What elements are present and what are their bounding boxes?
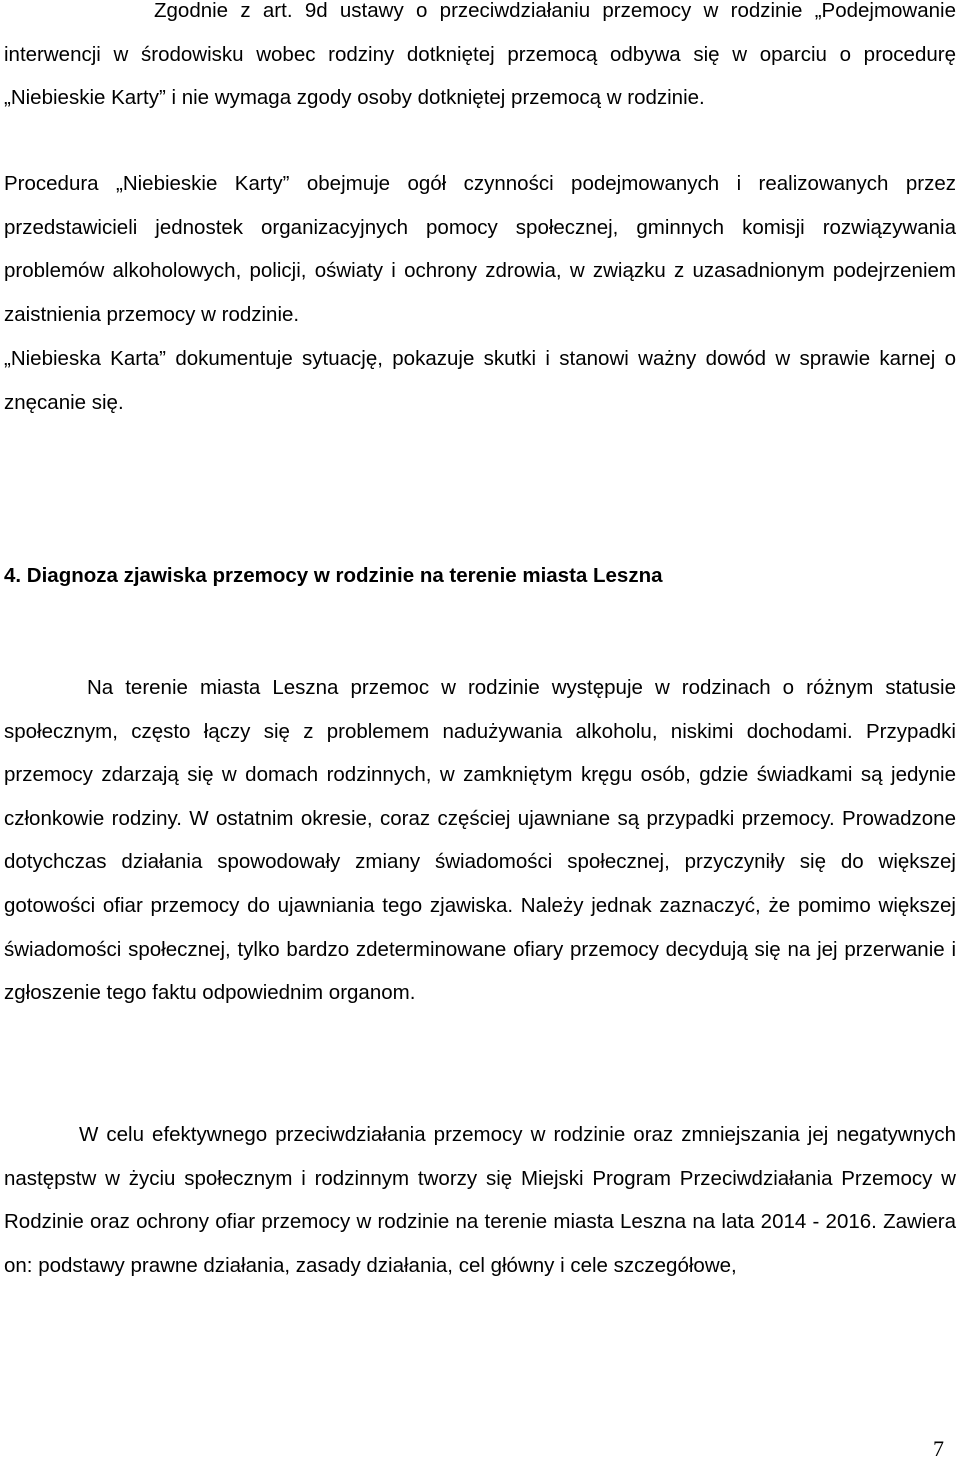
section-heading: 4. Diagnoza zjawiska przemocy w rodzinie na terenie miasta Leszna	[4, 564, 663, 587]
paragraph-program-purpose: W celu efektywnego przeciwdziałania przemocy w rodzinie oraz zmniejszania jej negatywnych następstw w życiu społecznym i rodzinnym tworzy się Miejski Program Przeciwdziałania Przemocy w Rodzinie oraz ochrony ofiar przemocy w rodzinie na terenie miasta Leszna na lata 2014 - 2016. Zawiera on: podstawy prawne działania, zasady działania, cel główny i cele szczegółowe,	[4, 1123, 956, 1277]
paragraph-legal-basis: Zgodnie z art. 9d ustawy o przeciwdziałaniu przemocy w rodzinie „Podejmowanie interwencji w środowisku wobec rodziny dotkniętej przemocą odbywa się w oparciu o procedurę „Niebieskie Karty” i nie wymaga zgody osoby dotkniętej przemocą w rodzinie.	[4, 0, 956, 110]
paragraph-diagnosis: Na terenie miasta Leszna przemoc w rodzinie występuje w rodzinach o różnym statusie społecznym, często łączy się z problemem nadużywania alkoholu, niskimi dochodami. Przypadki przemocy zdarzają się w domach rodzinnych, w zamkniętym kręgu osób, gdzie świadkami są jedynie członkowie rodziny. W ostatnim okresie, coraz częściej ujawniane są przypadki przemocy. Prowadzone dotychczas działania spowodowały zmiany świadomości społecznej, przyczyniły się do większej gotowości ofiar przemocy do ujawniania tego zjawiska. Należy jednak zaznaczyć, że pomimo większej świadomości społecznej, tylko bardzo zdeterminowane ofiary przemocy decydują się na jej przerwanie i zgłoszenie tego faktu odpowiednim organom.	[4, 676, 956, 1005]
page-number: 7	[933, 1436, 944, 1461]
paragraph-blue-card-evidence: „Niebieska Karta” dokumentuje sytuację, pokazuje skutki i stanowi ważny dowód w sprawie karnej o znęcanie się.	[4, 347, 956, 414]
paragraph-procedure-definition: Procedura „Niebieskie Karty” obejmuje ogół czynności podejmowanych i realizowanych przez przedstawicieli jednostek organizacyjnych pomocy społecznej, gminnych komisji rozwiązywania problemów alkoholowych, policji, oświaty i ochrony zdrowia, w związku z uzasadnionym podejrzeniem zaistnienia przemocy w rodzinie.	[4, 172, 956, 326]
